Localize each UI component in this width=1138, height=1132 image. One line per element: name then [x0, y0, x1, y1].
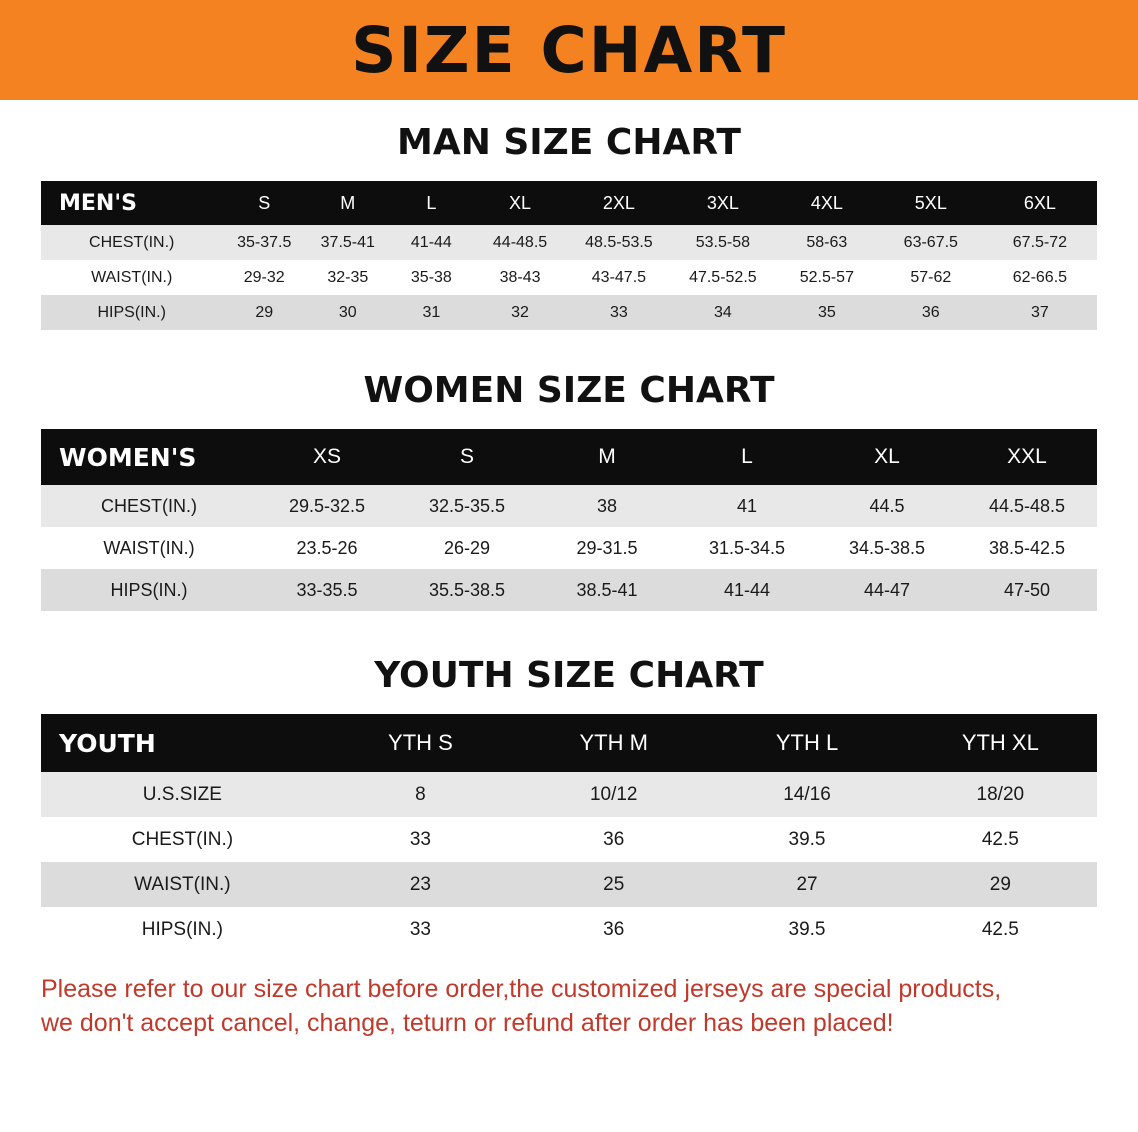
man-header-cell: 5XL — [879, 181, 983, 225]
disclaimer-line-2: we don't accept cancel, change, teturn or refund after order has been placed! — [41, 1009, 894, 1037]
table-row — [41, 907, 1097, 952]
table-cell: 35-37.5 — [222, 225, 306, 260]
youth-header-cell: YTH S — [324, 714, 517, 772]
table-cell: 26-29 — [397, 527, 537, 569]
table-cell: 42.5 — [904, 907, 1097, 952]
table-cell: 29 — [904, 862, 1097, 907]
table-cell: 36 — [879, 295, 983, 330]
women-header-cell: M — [537, 429, 677, 485]
youth-size-table — [41, 714, 1097, 952]
table-cell: 44.5-48.5 — [957, 485, 1097, 527]
table-cell: 8 — [324, 772, 517, 817]
table-cell: 58-63 — [775, 225, 879, 260]
table-cell: 29-32 — [222, 260, 306, 295]
youth-header-cell: YTH L — [710, 714, 903, 772]
table-cell: 41 — [677, 485, 817, 527]
table-cell: 18/20 — [904, 772, 1097, 817]
table-cell: 53.5-58 — [671, 225, 775, 260]
man-header-cell: M — [306, 181, 390, 225]
women-size-table — [41, 429, 1097, 611]
table-cell: 23.5-26 — [257, 527, 397, 569]
table-cell: 44.5 — [817, 485, 957, 527]
women-header-cell: L — [677, 429, 817, 485]
man-header-cell: 3XL — [671, 181, 775, 225]
page-banner — [0, 0, 1138, 100]
row-label: WAIST(IN.) — [41, 862, 324, 907]
row-label: CHEST(IN.) — [41, 225, 222, 260]
table-cell: 27 — [710, 862, 903, 907]
table-row — [41, 295, 1097, 330]
youth-section-title: YOUTH SIZE CHART — [374, 655, 764, 696]
man-header-cell: 4XL — [775, 181, 879, 225]
women-header-cell: XL — [817, 429, 957, 485]
table-cell: 38.5-42.5 — [957, 527, 1097, 569]
table-row — [41, 260, 1097, 295]
table-cell: 41-44 — [390, 225, 474, 260]
table-cell: 32-35 — [306, 260, 390, 295]
table-cell: 47.5-52.5 — [671, 260, 775, 295]
man-header-cell: L — [390, 181, 474, 225]
row-label: U.S.SIZE — [41, 772, 324, 817]
row-label: CHEST(IN.) — [41, 817, 324, 862]
youth-header-cell: YOUTH — [41, 714, 324, 772]
table-cell: 42.5 — [904, 817, 1097, 862]
table-cell: 35.5-38.5 — [397, 569, 537, 611]
table-cell: 39.5 — [710, 907, 903, 952]
page-title: SIZE CHART — [351, 13, 787, 87]
table-cell: 37 — [983, 295, 1097, 330]
table-cell: 41-44 — [677, 569, 817, 611]
women-section-title: WOMEN SIZE CHART — [363, 370, 775, 411]
youth-header-cell: YTH XL — [904, 714, 1097, 772]
table-cell: 38.5-41 — [537, 569, 677, 611]
table-cell: 35 — [775, 295, 879, 330]
row-label: HIPS(IN.) — [41, 295, 222, 330]
table-cell: 63-67.5 — [879, 225, 983, 260]
table-cell: 33-35.5 — [257, 569, 397, 611]
man-header-row — [41, 181, 1097, 225]
women-header-cell: XS — [257, 429, 397, 485]
table-row — [41, 569, 1097, 611]
table-row — [41, 485, 1097, 527]
table-row — [41, 527, 1097, 569]
man-section-title: MAN SIZE CHART — [397, 122, 741, 163]
man-header-cell: XL — [473, 181, 567, 225]
table-cell: 10/12 — [517, 772, 710, 817]
table-cell: 38-43 — [473, 260, 567, 295]
table-row — [41, 772, 1097, 817]
disclaimer-line-1: Please refer to our size chart before order,the customized jerseys are special products, — [41, 975, 1002, 1003]
table-cell: 47-50 — [957, 569, 1097, 611]
man-header-cell: 2XL — [567, 181, 671, 225]
table-cell: 23 — [324, 862, 517, 907]
table-cell: 67.5-72 — [983, 225, 1097, 260]
table-cell: 34.5-38.5 — [817, 527, 957, 569]
row-label: HIPS(IN.) — [41, 907, 324, 952]
man-header-cell: 6XL — [983, 181, 1097, 225]
table-cell: 31.5-34.5 — [677, 527, 817, 569]
table-cell: 52.5-57 — [775, 260, 879, 295]
table-cell: 44-48.5 — [473, 225, 567, 260]
table-row — [41, 225, 1097, 260]
table-cell: 29-31.5 — [537, 527, 677, 569]
table-cell: 33 — [567, 295, 671, 330]
table-cell: 36 — [517, 817, 710, 862]
table-cell: 37.5-41 — [306, 225, 390, 260]
row-label: HIPS(IN.) — [41, 569, 257, 611]
youth-header-row — [41, 714, 1097, 772]
table-cell: 29.5-32.5 — [257, 485, 397, 527]
table-row — [41, 817, 1097, 862]
man-size-table — [41, 181, 1097, 330]
youth-header-cell: YTH M — [517, 714, 710, 772]
table-cell: 36 — [517, 907, 710, 952]
disclaimer-note — [41, 972, 1097, 1040]
table-cell: 57-62 — [879, 260, 983, 295]
table-cell: 32 — [473, 295, 567, 330]
man-header-cell: MEN'S — [41, 181, 222, 225]
table-cell: 14/16 — [710, 772, 903, 817]
table-cell: 35-38 — [390, 260, 474, 295]
row-label: WAIST(IN.) — [41, 527, 257, 569]
row-label: WAIST(IN.) — [41, 260, 222, 295]
table-cell: 29 — [222, 295, 306, 330]
table-cell: 33 — [324, 907, 517, 952]
women-header-cell: WOMEN'S — [41, 429, 257, 485]
table-cell: 32.5-35.5 — [397, 485, 537, 527]
table-row — [41, 862, 1097, 907]
table-cell: 43-47.5 — [567, 260, 671, 295]
women-header-cell: XXL — [957, 429, 1097, 485]
women-header-row — [41, 429, 1097, 485]
table-cell: 30 — [306, 295, 390, 330]
table-cell: 44-47 — [817, 569, 957, 611]
women-header-cell: S — [397, 429, 537, 485]
table-cell: 33 — [324, 817, 517, 862]
table-cell: 48.5-53.5 — [567, 225, 671, 260]
man-header-cell: S — [222, 181, 306, 225]
table-cell: 38 — [537, 485, 677, 527]
table-cell: 62-66.5 — [983, 260, 1097, 295]
row-label: CHEST(IN.) — [41, 485, 257, 527]
table-cell: 34 — [671, 295, 775, 330]
table-cell: 31 — [390, 295, 474, 330]
table-cell: 39.5 — [710, 817, 903, 862]
table-cell: 25 — [517, 862, 710, 907]
